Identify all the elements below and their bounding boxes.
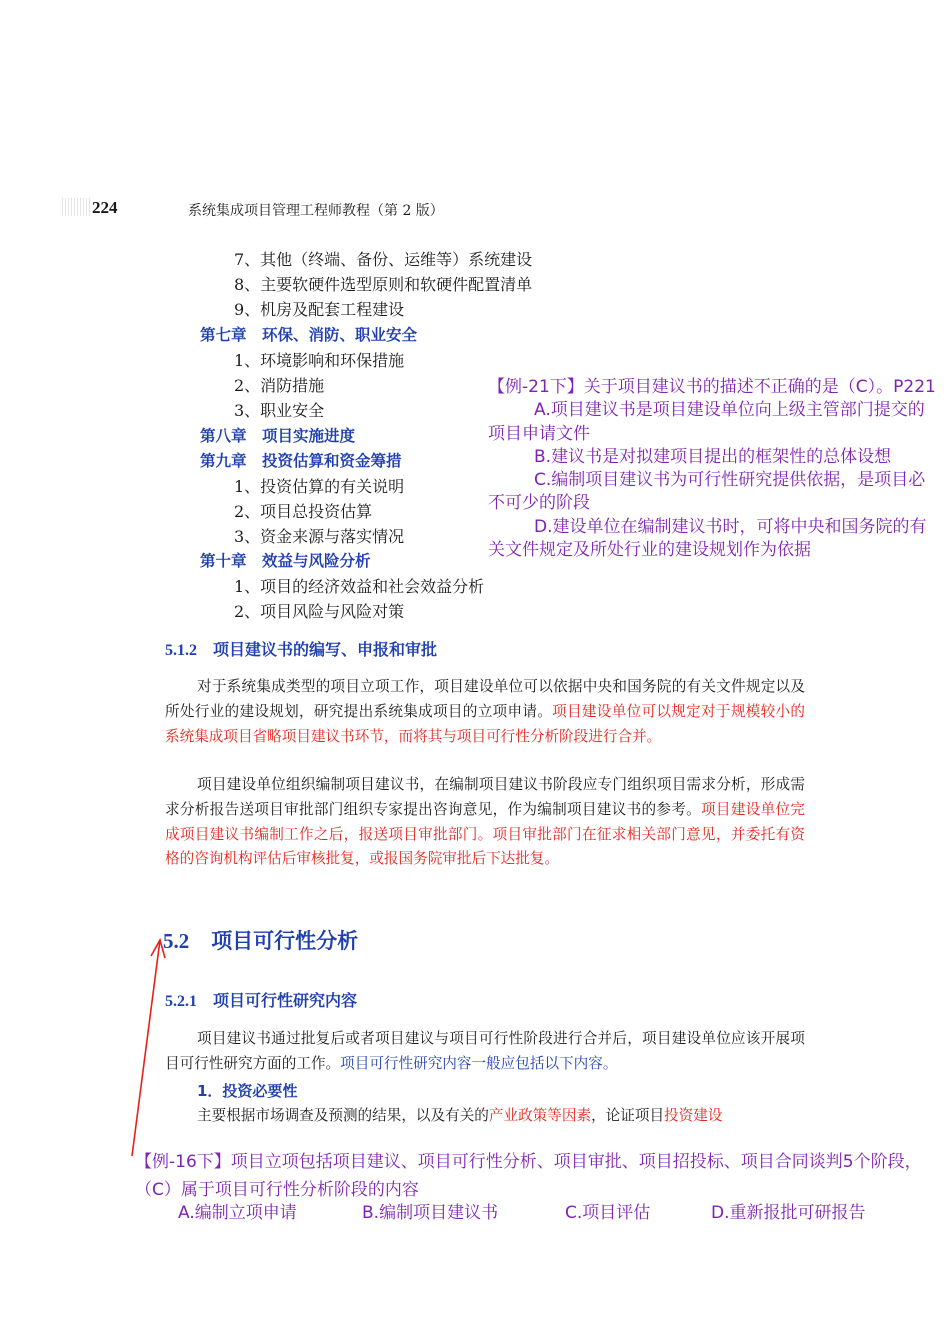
paragraph-text: 项目建议书通过批复后或者项目建议与项目可行性阶段进行合并后，项目建设单位应该开展项目可行性研究方面的工作。	[165, 1030, 805, 1072]
outline-item: 9、机房及配套工程建设	[234, 300, 405, 319]
paragraph-emphasis: 项目可行性研究内容一般应包括以下内容。	[340, 1054, 618, 1072]
paragraph-emphasis: 项目建设单位可以规定对于规模较小的系统集成项目省略项目建议书环节，而将其与项目可行性分析阶段进行合并。	[165, 702, 805, 745]
example-21-option-d: D.建设单位在编制建议书时，可将中央和国务院的有关文件规定及所处行业的建设规划作为依据	[488, 516, 927, 561]
subheading-investment-necessity: 1．投资必要性	[197, 1082, 298, 1100]
chapter-7-heading: 第七章 环保、消防、职业安全	[200, 326, 418, 344]
chapter-8-heading: 第八章 项目实施进度	[200, 427, 356, 445]
book-title: 系统集成项目管理工程师教程（第 2 版）	[188, 203, 444, 219]
outline-item: 3、资金来源与落实情况	[234, 527, 405, 546]
paragraph-text: 对于系统集成类型的项目立项工作，项目建设单位可以依据中央和国务院的有关文件规定以及所处行业的建设规划，研究提出系统集成项目的立项申请。	[165, 678, 805, 720]
paragraph-emphasis: 投资建设	[664, 1107, 723, 1124]
page-number: 224	[92, 198, 118, 217]
paragraph-text: 项目建设单位组织编制项目建议书，在编制项目建议书阶段应专门组织项目需求分析，形成需求分析报告送项目审批部门组织专家提出咨询意见，作为编制项目建议书的参考。	[165, 776, 805, 818]
outline-item: 1、项目的经济效益和社会效益分析	[234, 577, 485, 596]
section-title: 项目可行性分析	[211, 929, 359, 953]
arrow-shaft	[132, 940, 160, 1156]
example-21-option-a: A.项目建议书是项目建设单位向上级主管部门提交的项目申请文件	[488, 400, 925, 444]
paragraph-emphasis: 项目建设单位完成项目建议书编制工作之后，报送项目审批部门。项目审批部门在征求相关部门意见，并委托有资格的咨询机构评估后审核批复，或报国务院审批后下达批复。	[165, 800, 805, 868]
chapter-9-heading: 第九章 投资估算和资金筹措	[200, 452, 402, 470]
outline-item: 3、职业安全	[234, 401, 325, 420]
example-16-option-a: A.编制立项申请	[178, 1203, 297, 1223]
outline-item: 1、环境影响和环保措施	[234, 351, 405, 370]
section-5-1-2-heading: 5.1.2 项目建议书的编写、申报和审批	[165, 642, 438, 659]
example-16-option-c: C.项目评估	[565, 1203, 651, 1223]
example-21-title: 【例-21下】关于项目建议书的描述不正确的是（C）。P221	[488, 377, 936, 397]
example-16-option-d: D.重新报批可研报告	[711, 1203, 866, 1223]
section-5-2-1-heading: 5.2.1 项目可行性研究内容	[165, 993, 358, 1010]
outline-item: 2、消防措施	[234, 376, 325, 395]
section-number: 5.2	[163, 929, 190, 953]
example-21-option-b: B.建议书是对拟建项目提出的框架性的总体设想	[534, 446, 892, 467]
paragraph-text: ，论证项目	[591, 1107, 665, 1124]
outline-item: 2、项目风险与风险对策	[234, 602, 405, 621]
outline-item: 1、投资估算的有关说明	[234, 477, 405, 496]
chapter-10-heading: 第十章 效益与风险分析	[200, 552, 371, 570]
paragraph-text: 主要根据市场调查及预测的结果，以及有关的	[197, 1107, 489, 1124]
paragraph-emphasis: 产业政策等因素	[488, 1107, 592, 1124]
example-21-option-c: C.编制项目建议书为可行性研究提供依据，是项目必不可少的阶段	[488, 470, 926, 514]
example-16-title: 【例-16下】项目立项包括项目建议、项目可行性分析、项目审批、项目招投标、项目合同谈判5个阶段，（C）属于项目可行性分析阶段的内容	[135, 1152, 922, 1200]
outline-item: 7、其他（终端、备份、运维等）系统建设	[234, 250, 533, 269]
outline-item: 2、项目总投资估算	[234, 502, 373, 521]
example-16-option-b: B.编制项目建议书	[362, 1203, 499, 1223]
outline-item: 8、主要软硬件选型原则和软硬件配置清单	[234, 275, 533, 294]
